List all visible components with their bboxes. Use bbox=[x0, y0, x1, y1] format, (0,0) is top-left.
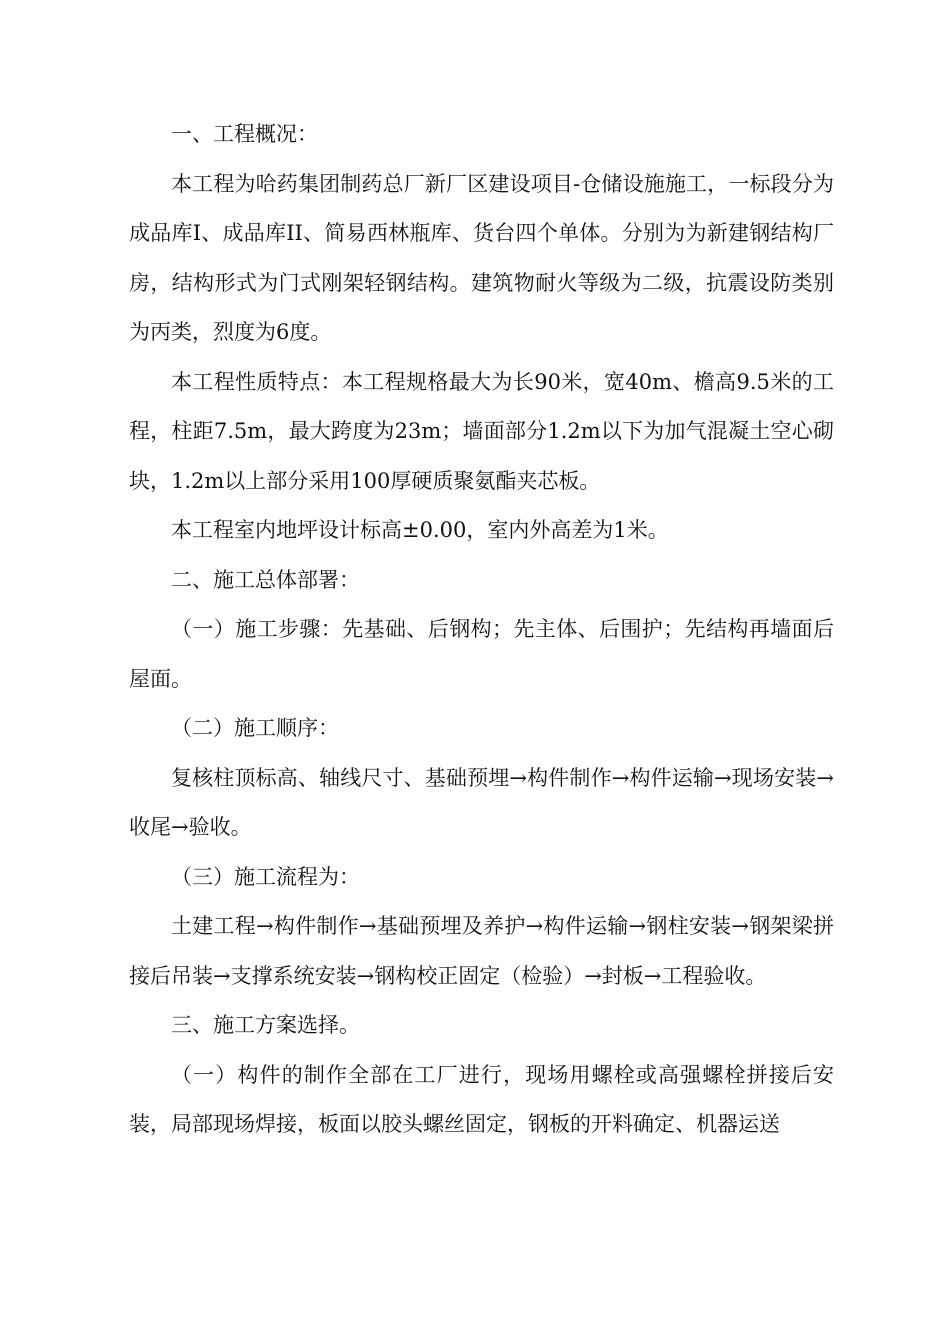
subheading-construction-flow: （三）施工流程为： bbox=[171, 864, 360, 889]
paragraph-floor-elevation: 本工程室内地坪设计标高±0.00，室内外高差为1米。 bbox=[171, 518, 669, 542]
paragraph-component-fabrication: （一）构件的制作全部在工厂进行，现场用螺栓或高强螺栓拼接后安装，局部现场焊接，板面以胶头螺丝固定，钢板的开料确定、机器运送 bbox=[129, 1062, 834, 1136]
paragraph-construction-steps: （一）施工步骤：先基础、后钢构；先主体、后围护；先结构再墙面后屋面。 bbox=[129, 617, 834, 691]
document-body bbox=[129, 110, 834, 1150]
section-heading-overview: 一、工程概况： bbox=[171, 122, 318, 146]
section-heading-plan-selection: 三、施工方案选择。 bbox=[171, 1013, 360, 1037]
paragraph-construction-flow: 土建工程→构件制作→基础预埋及养护→构件运输→钢柱安装→钢架梁拼接后吊装→支撑系统安装→钢构校正固定（检验）→封板→工程验收。 bbox=[129, 914, 834, 988]
subheading-construction-sequence: （二）施工顺序： bbox=[171, 716, 339, 740]
paragraph-construction-sequence: 复核柱顶标高、轴线尺寸、基础预埋→构件制作→构件运输→现场安装→收尾→验收。 bbox=[129, 765, 834, 839]
section-heading-deployment: 二、施工总体部署： bbox=[171, 567, 360, 592]
paragraph-project-characteristics: 本工程性质特点：本工程规格最大为长90米，宽40m、檐高9.5米的工程，柱距7.5m，最大跨度为23m；墙面部分1.2m以下为加气混凝土空心砌块，1.2m以上部分采用100厚硬质聚氨酯夹芯板。 bbox=[129, 369, 834, 493]
paragraph-project-description: 本工程为哈药集团制药总厂新厂区建设项目-仓储设施施工，一标段分为成品库I、成品库II、简易西林瓶库、货台四个单体。分别为为新建钢结构厂房，结构形式为门式刚架轻钢结构。建筑物耐火等级为二级，抗震设防类别为丙类，烈度为6度。 bbox=[129, 171, 834, 344]
